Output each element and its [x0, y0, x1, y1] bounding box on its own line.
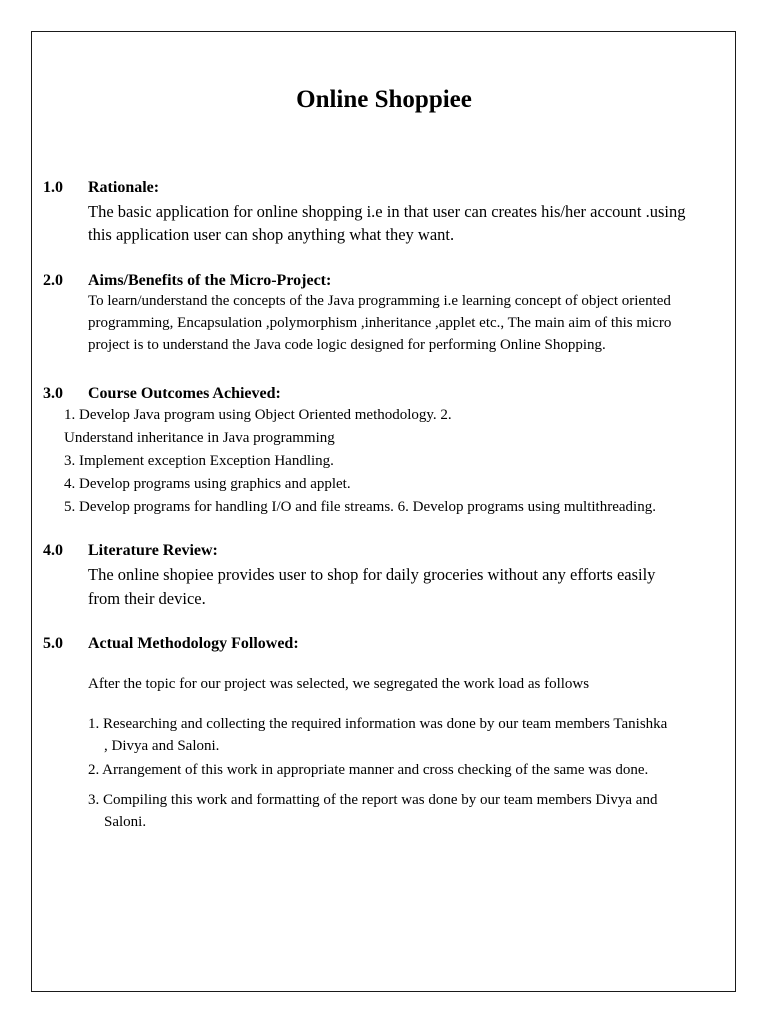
methodology-item-continuation: Saloni.: [104, 814, 147, 830]
section-5-intro: After the topic for our project was selected, we segregated the work load as follows: [88, 676, 590, 692]
outcome-item: 1. Develop Java program using Object Oriented methodology. 2.: [64, 407, 452, 423]
section-1-line: The basic application for online shopping i.e in that user can creates his/her account .using: [88, 202, 686, 221]
methodology-item: 2. Arrangement of this work in appropriate manner and cross checking of the same was done.: [88, 762, 649, 778]
section-2-line: programming, Encapsulation ,polymorphism ,inheritance ,applet etc., The main aim of this micro: [88, 315, 672, 331]
section-4-line: The online shopiee provides user to shop for daily groceries without any efforts easily: [88, 565, 656, 584]
outcome-item: 5. Develop programs for handling I/O and file streams. 6. Develop programs using multithreading.: [64, 499, 656, 515]
section-2-number: 2.0: [43, 272, 63, 289]
section-5-number: 5.0: [43, 635, 63, 652]
section-2-line: project is to understand the Java code logic designed for performing Online Shopping.: [88, 337, 606, 353]
section-5-heading: Actual Methodology Followed:: [88, 635, 299, 652]
section-1-line: this application user can shop anything what they want.: [88, 225, 455, 244]
section-4-heading: Literature Review:: [88, 542, 218, 559]
section-2-line: To learn/understand the concepts of the Java programming i.e learning concept of object oriented: [88, 293, 671, 309]
section-3-heading: Course Outcomes Achieved:: [88, 385, 281, 402]
methodology-item: 3. Compiling this work and formatting of the report was done by our team members Divya and: [88, 792, 658, 808]
section-1-heading: Rationale:: [88, 179, 160, 196]
outcome-item: 3. Implement exception Exception Handling.: [64, 453, 334, 469]
section-1-number: 1.0: [43, 179, 63, 196]
section-2-heading: Aims/Benefits of the Micro-Project:: [88, 272, 332, 289]
section-4-line: from their device.: [88, 589, 206, 608]
outcome-item: 4. Develop programs using graphics and applet.: [64, 476, 351, 492]
section-4-number: 4.0: [43, 542, 63, 559]
methodology-item: 1. Researching and collecting the required information was done by our team members Tanishka: [88, 716, 668, 732]
methodology-item-continuation: , Divya and Saloni.: [104, 738, 220, 754]
section-3-number: 3.0: [43, 385, 63, 402]
outcome-item: Understand inheritance in Java programming: [64, 430, 335, 446]
document-title: Online Shoppiee: [296, 86, 472, 113]
